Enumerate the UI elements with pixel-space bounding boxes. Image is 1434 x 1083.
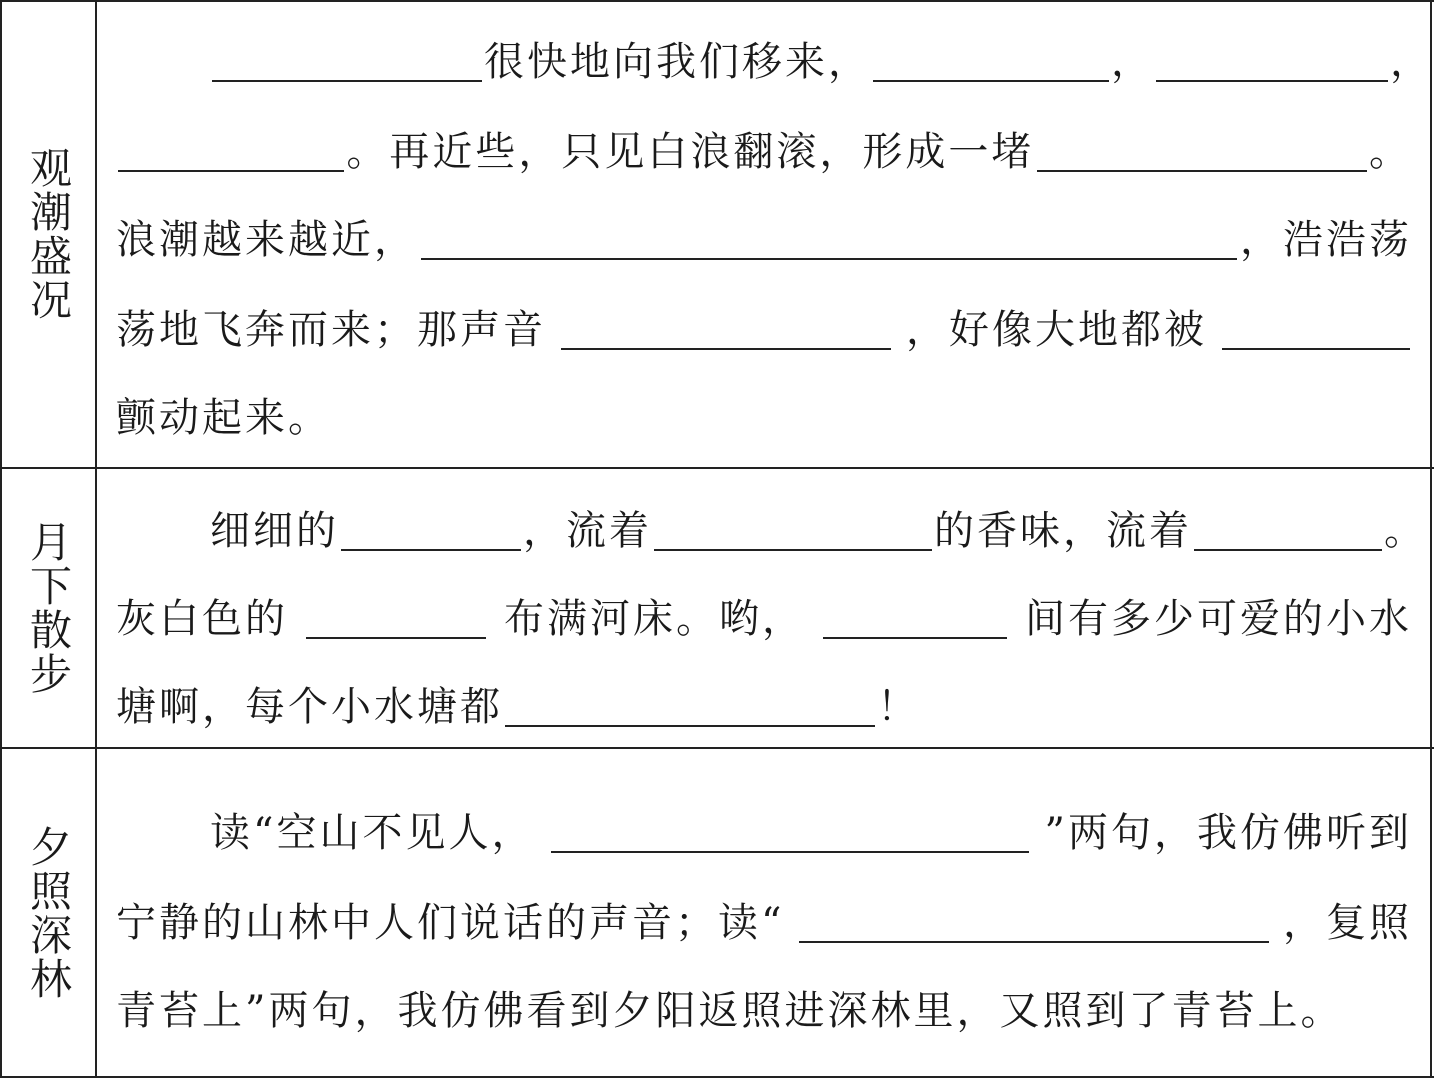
text-line	[116, 290, 1412, 353]
text-line	[116, 971, 1412, 1034]
answer-blank[interactable]	[561, 304, 891, 350]
answer-blank[interactable]	[421, 214, 1237, 260]
text-segment: ，流着	[523, 508, 652, 554]
text-segment: ”两句，我仿佛听到	[1044, 810, 1412, 856]
text-segment: 读“空山不见人，	[210, 810, 535, 856]
text-line	[116, 667, 1412, 730]
text-line	[116, 200, 1412, 263]
row-content-sunset-forest	[96, 749, 1434, 1076]
answer-blank[interactable]	[505, 681, 875, 727]
answer-blank[interactable]	[551, 807, 1029, 853]
text-segment: 。再近些，只见白浪翻滚，形成一堵	[346, 129, 1035, 175]
answer-blank[interactable]	[1037, 126, 1367, 172]
text-segment: 细细的	[210, 508, 339, 554]
row-content-moon-walk	[96, 469, 1434, 747]
answer-blank[interactable]	[1222, 304, 1410, 350]
answer-blank[interactable]	[118, 126, 344, 172]
row-label-sunset-forest	[0, 749, 96, 1076]
text-segment: 青苔上”两句，我仿佛看到夕阳返照进深林里，又照到了青苔上。	[116, 988, 1344, 1034]
text-segment: 。	[1368, 129, 1412, 175]
text-segment: 布满河床。哟，	[504, 596, 805, 642]
answer-blank[interactable]	[1156, 36, 1388, 82]
text-line	[116, 378, 1412, 441]
answer-blank[interactable]	[341, 505, 521, 551]
text-line	[210, 793, 1412, 856]
answer-blank[interactable]	[873, 36, 1109, 82]
text-segment: 间有多少可爱的小水	[1025, 596, 1412, 642]
row-title: 观潮盛况	[24, 145, 73, 322]
text-segment: ，	[1111, 39, 1154, 85]
table-border-bottom	[0, 1076, 1434, 1078]
text-segment: 宁静的山林中人们说话的声音；读“	[116, 900, 785, 946]
answer-blank[interactable]	[306, 593, 486, 639]
answer-blank[interactable]	[1194, 505, 1382, 551]
text-line	[116, 579, 1412, 642]
text-segment: ，好像大地都被	[906, 307, 1207, 353]
text-segment: ，	[1390, 39, 1433, 85]
text-segment: 荡地飞奔而来；那声音	[116, 307, 546, 353]
text-segment: 颤动起来。	[116, 395, 331, 441]
text-segment: ，复照	[1282, 900, 1412, 946]
text-segment: 。	[1384, 508, 1427, 554]
text-segment: 浪潮越来越近，	[116, 217, 417, 263]
text-line	[116, 883, 1412, 946]
text-segment: 很快地向我们移来，	[484, 39, 871, 85]
answer-blank[interactable]	[654, 505, 932, 551]
row-title: 夕照深林	[24, 824, 73, 1001]
text-segment: 灰白色的	[116, 596, 288, 642]
text-line	[116, 112, 1412, 175]
text-line	[210, 22, 1433, 85]
row-title: 月下散步	[24, 520, 73, 696]
text-segment: 的香味，流着	[934, 508, 1192, 554]
text-line	[210, 491, 1427, 554]
row-label-tide	[0, 0, 96, 467]
answer-blank[interactable]	[799, 897, 1269, 943]
row-content-tide	[96, 0, 1434, 467]
answer-blank[interactable]	[823, 593, 1007, 639]
text-segment: 塘啊，每个小水塘都	[116, 684, 503, 730]
row-label-moon-walk	[0, 469, 96, 747]
answer-blank[interactable]	[212, 36, 482, 82]
text-segment: ，浩浩荡	[1240, 217, 1412, 263]
text-segment: ！	[877, 684, 920, 730]
